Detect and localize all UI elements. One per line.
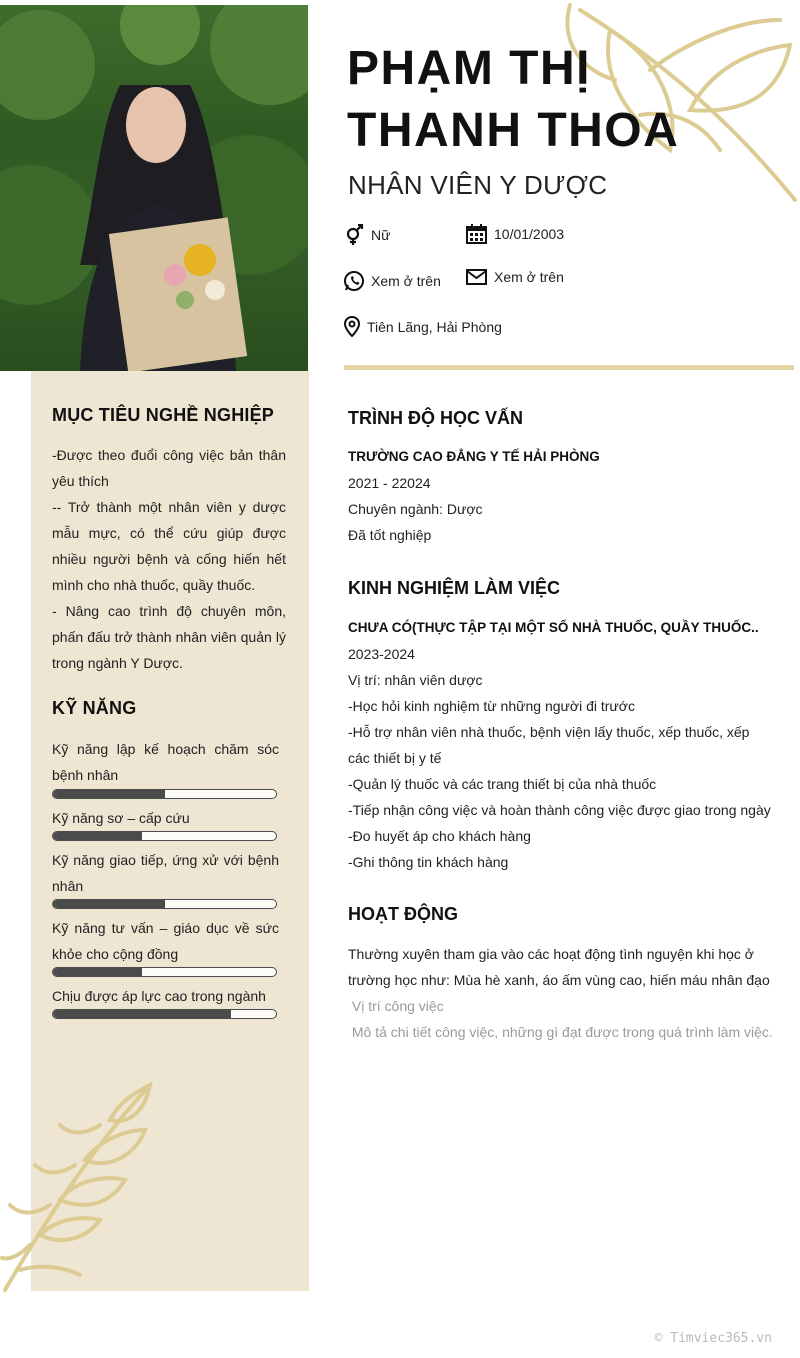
profile-photo xyxy=(0,5,308,371)
info-phone xyxy=(343,270,441,292)
header-divider xyxy=(344,365,794,370)
skill-label: Kỹ năng giao tiếp, ứng xử với bệnh nhân xyxy=(52,852,279,894)
phone-icon xyxy=(343,270,365,292)
skills-title: KỸ NĂNG xyxy=(52,698,137,718)
job-title: NHÂN VIÊN Y DƯỢC xyxy=(348,170,608,200)
skill-bar xyxy=(52,789,277,799)
education-entry xyxy=(348,444,778,548)
skill-label: Chịu được áp lực cao trong ngành xyxy=(52,988,266,1004)
experience-detail: -Hỗ trợ nhân viên nhà thuốc, bệnh viện lấy thuốc, xếp thuốc, xếp các thiết bị y tế xyxy=(348,724,750,766)
footer-credit: © Timviec365.vn xyxy=(654,1331,772,1346)
activities-placeholder-position: Vị trí công việc xyxy=(348,998,444,1014)
skill-bar-fill xyxy=(53,790,165,798)
experience-detail: -Quản lý thuốc và các trang thiết bị của nhà thuốc xyxy=(348,776,657,792)
experience-detail: -Ghi thông tin khách hàng xyxy=(348,854,509,870)
experience-detail: -Học hỏi kinh nghiệm từ những người đi trước xyxy=(348,698,635,714)
experience-detail: -Đo huyết áp cho khách hàng xyxy=(348,828,531,844)
education-status: Đã tốt nghiệp xyxy=(348,527,432,543)
skill-bar-fill xyxy=(53,968,142,976)
gender-text: Nữ xyxy=(371,227,391,243)
experience-entry xyxy=(348,615,773,875)
dob-text: 10/01/2003 xyxy=(494,226,565,242)
education-title: TRÌNH ĐỘ HỌC VẤN xyxy=(348,408,523,428)
calendar-icon xyxy=(466,224,488,244)
phone-text: Xem ở trên xyxy=(371,273,441,289)
skill-label: Kỹ năng lập kế hoạch chăm sóc bệnh nhân xyxy=(52,741,279,783)
experience-company: CHƯA CÓ(THỰC TẬP TẠI MỘT SỐ NHÀ THUỐC, QUẦY THUỐC.. xyxy=(348,620,759,635)
objective-title: MỤC TIÊU NGHỀ NGHIỆP xyxy=(52,405,275,425)
info-address xyxy=(343,316,502,338)
location-icon xyxy=(343,316,361,338)
activities-entry xyxy=(348,941,773,1045)
skill-bar xyxy=(52,899,277,909)
skills-list xyxy=(52,736,279,1019)
gender-icon xyxy=(343,224,365,246)
activities-placeholder-description: Mô tả chi tiết công việc, những gì đạt được trong quá trình làm việc. xyxy=(348,1024,773,1040)
skill-item xyxy=(52,847,279,909)
skill-label: Kỹ năng sơ – cấp cứu xyxy=(52,810,190,826)
skill-label: Kỹ năng tư vấn – giáo dục về sức khỏe cho cộng đồng xyxy=(52,920,279,962)
skill-item xyxy=(52,805,279,841)
candidate-name xyxy=(347,38,679,162)
name-line-1: PHẠM THỊ xyxy=(347,42,591,95)
skill-bar xyxy=(52,967,277,977)
experience-period: 2023-2024 xyxy=(348,646,415,662)
skill-item xyxy=(52,736,279,799)
leaf-decoration-bottom-left xyxy=(0,1080,160,1295)
skill-item xyxy=(52,915,279,977)
skill-bar-fill xyxy=(53,832,142,840)
objective-text: -Được theo đuổi công việc bản thân yêu thích -- Trở thành một nhân viên y dược mẫu mực, có thể cứu giúp được nhiều người bệnh và cống hiến hết mình cho nhà thuốc, quầy thuốc. - Nâng cao trình độ chuyên môn, phấn đấu trở thành nhân viên quản lý trong ngành Y Dược. xyxy=(52,447,286,671)
activities-text: Thường xuyên tham gia vào các hoạt động tình nguyện khi học ở trường học như: Mùa hè xanh, áo ấm vùng cao, hiến máu nhân đạo xyxy=(348,946,770,988)
skill-bar xyxy=(52,831,277,841)
name-line-2: THANH THOA xyxy=(347,104,680,157)
activities-title: HOẠT ĐỘNG xyxy=(348,904,458,924)
address-text: Tiên Lãng, Hải Phòng xyxy=(367,319,502,335)
mail-icon xyxy=(466,268,488,286)
skill-bar-fill xyxy=(53,900,165,908)
skill-item xyxy=(52,983,279,1019)
email-text: Xem ở trên xyxy=(494,269,564,285)
experience-title: KINH NGHIỆM LÀM VIỆC xyxy=(348,578,561,598)
skill-bar xyxy=(52,1009,277,1019)
skill-bar-fill xyxy=(53,1010,231,1018)
education-school: TRƯỜNG CAO ĐẲNG Y TẾ HẢI PHÒNG xyxy=(348,449,600,464)
education-period: 2021 - 22024 xyxy=(348,475,431,491)
experience-position: Vị trí: nhân viên dược xyxy=(348,672,483,688)
education-major: Chuyên ngành: Dược xyxy=(348,501,483,517)
experience-detail: -Tiếp nhận công việc và hoàn thành công việc được giao trong ngày xyxy=(348,802,771,818)
info-email xyxy=(466,268,564,286)
info-gender xyxy=(343,224,390,246)
info-dob xyxy=(466,224,564,244)
